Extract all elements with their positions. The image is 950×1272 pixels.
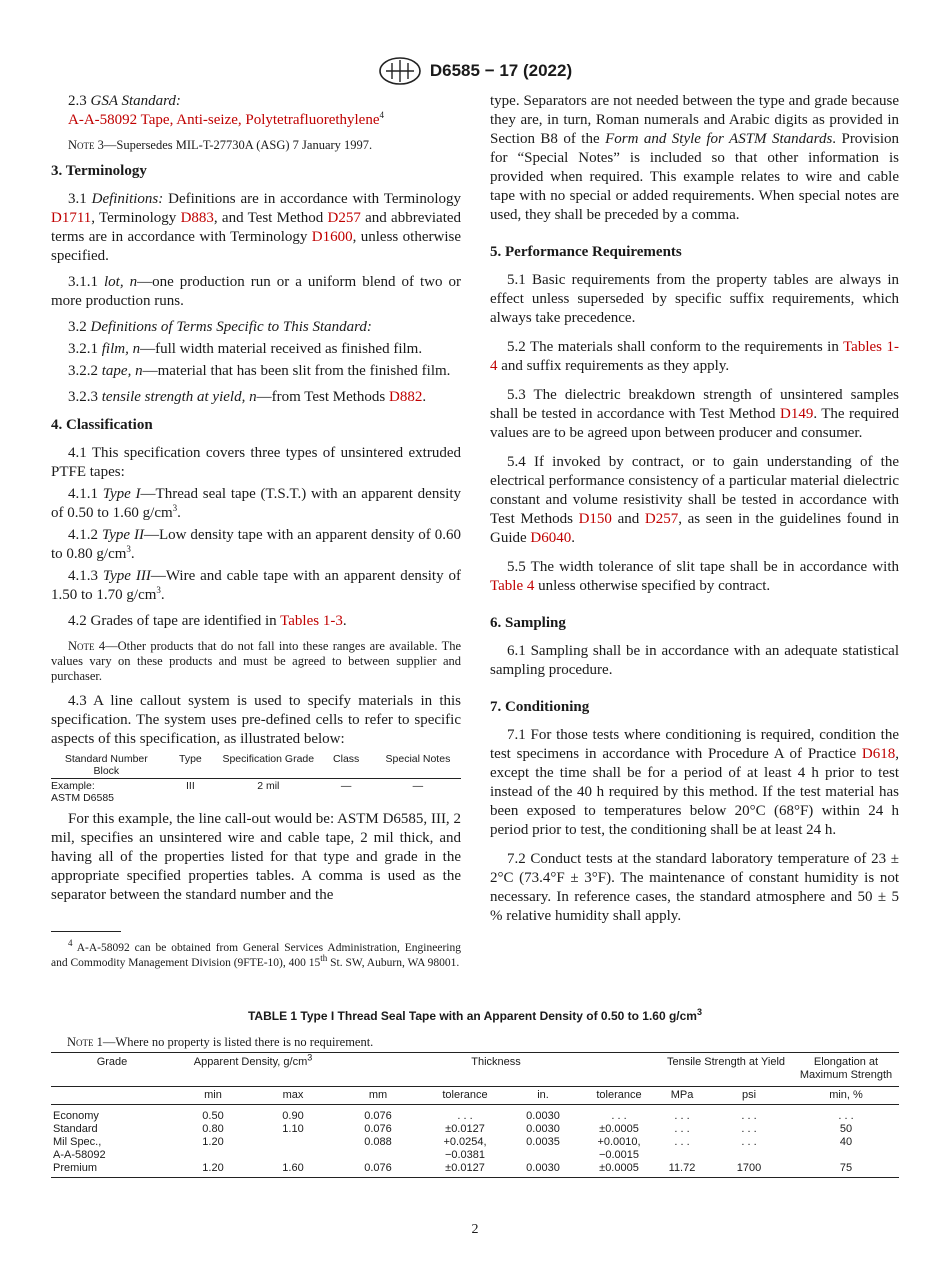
gsa-standard-ref: A-A-58092 Tape, Anti-seize, Polytetrafluorethylene$^4$ — [68, 110, 384, 128]
col-elongation: Elongation at Maximum Strength — [793, 1053, 899, 1087]
para-3-1: 3.1 Definitions: Definitions are in accordance with Terminology D1711, Terminology D883, and Test Method D257 and abbreviated terms are in accordance with Terminology D1600, unless otherwise specified. — [51, 191, 462, 264]
link-d1600[interactable]: D1600 — [311, 229, 353, 245]
para-7-2: 7.2 Conduct tests at the standard laboratory temperature of 23 ± 2°C (73.4°F ± 3°F). The maintenance of constant humidity is not necessary. In reference cases, the standard atmosphere and 50 ± 5 % relative humidity shall apply. — [490, 851, 899, 924]
table-row: Mil Spec., A-A-58092 1.20 0.088 +0.0254, −0.0381 0.0035 +0.0010, −0.0015 . . . . . . 40 — [53, 1136, 853, 1161]
para-4-3: 4.3 A line callout system is used to specify materials in this specification. The system uses pre-defined cells to refer to specific aspects of this specification, as illustrated below: — [51, 693, 461, 747]
link-d883[interactable]: D883 — [180, 210, 214, 226]
right-column — [490, 92, 899, 933]
page-number: 2 — [471, 1222, 479, 1237]
para-6-1: 6.1 Sampling shall be in accordance with an adequate statistical sampling procedure. — [490, 643, 899, 678]
para-4-1-1: 4.1.1 Type I—Thread seal tape (T.S.T.) with an apparent density of 0.50 to 1.60 $g/cm^3$. — [51, 486, 462, 521]
link-d149[interactable]: D149 — [779, 406, 814, 422]
col-thickness: Thickness — [333, 1053, 659, 1087]
footnote-4: $^4$ A-A-58092 can be obtained from General Services Administration, Engineering and Commodity Management Division (9FTE-10), 400 15th St. SW, Auburn, WA 98001. — [51, 938, 461, 969]
table-1-note: Note 1—Where no property is listed there is no requirement. — [67, 1035, 374, 1049]
link-a-a-58092[interactable]: A-A-58092 — [68, 112, 138, 128]
para-5-4: 5.4 If invoked by contract, or to gain understanding of the electrical performance consistency of a particular material dielectric constant and volume resistivity shall be tested in accordance with Test Methods D150 and D257, as seen in the guidelines found in Guide D6040. — [490, 454, 899, 546]
left-column — [51, 92, 461, 912]
para-callout-example: For this example, the line call-out would be: ASTM D6585, III, 2 mil, specifies an unsintered wire and cable tape, 2 mil thick, and having all of the properties listed for that type and grade in the appropriate specified properties tables. A comma is used as the separator between the standard number and the — [51, 811, 461, 903]
callout-table — [51, 753, 461, 804]
table-1 — [51, 1052, 899, 1178]
table-1-header-row — [51, 1053, 899, 1087]
para-5-2: 5.2 The materials shall conform to the requirements in Tables 1-4 and suffix requirements as they apply. — [490, 339, 899, 374]
link-d257-right[interactable]: D257 — [644, 511, 679, 527]
col-grade: Grade — [51, 1053, 173, 1087]
table-1-subheader-row: min max mm tolerance in. tolerance MPa psi min, % — [51, 1087, 899, 1105]
para-3-2-2: 3.2.2 tape, n—material that has been slit from the finished film. — [68, 363, 451, 379]
para-3-1-1: 3.1.1 lot, n—one production run or a uniform blend of two or more production runs. — [51, 274, 462, 309]
document-designation: D6585 − 17 (2022) — [429, 61, 573, 80]
col-density: Apparent Density, $g/cm^3$ — [173, 1053, 333, 1087]
astm-logo-icon — [378, 56, 422, 86]
para-4-1-3: 4.1.3 Type III—Wire and cable tape with an apparent density of 1.50 to 1.70 $g/cm^3$. — [51, 568, 462, 603]
footnote-rule — [51, 931, 121, 932]
para-4-1: 4.1 This specification covers three types of unsintered extruded PTFE tapes: — [51, 445, 461, 480]
table-row: Economy 0.50 0.90 0.076 . . . 0.0030 . . . . . . . . . . . . — [53, 1110, 854, 1122]
section-4-heading: 4. Classification — [51, 417, 153, 433]
para-3-2: 3.2 Definitions of Terms Specific to This Standard: — [68, 319, 372, 335]
section-3-heading: 3. Terminology — [51, 163, 147, 179]
link-table-4[interactable]: Table 4 — [490, 578, 535, 594]
table-row: Standard 0.80 1.10 0.076 ±0.0127 0.0030 ±0.0005 . . . . . . 50 — [53, 1123, 853, 1135]
para-callout-continued: type. Separators are not needed between the type and grade because they are, in turn, Roman numerals and Arabic digits as provided in Section B8 of the Form and Style for ASTM Standards. Provision for “Special Notes” is included so that other information is provided when required. This example relates to wire and cable tape with no special or added requirements. When special notes are used, they shall be preceded by a comma. — [490, 93, 899, 223]
section-2-3: 2.3 GSA Standard: — [68, 93, 181, 109]
link-d257[interactable]: D257 — [327, 210, 361, 226]
link-tables-1-3[interactable]: Tables 1-3 — [280, 613, 343, 629]
para-3-2-3: 3.2.3 tensile strength at yield, n—from Test Methods D882. — [68, 389, 427, 405]
link-d150[interactable]: D150 — [578, 511, 612, 527]
link-d882[interactable]: D882 — [389, 389, 423, 405]
para-5-1: 5.1 Basic requirements from the property tables are always in effect unless superseded by specific suffix requirements, which always take precedence. — [490, 272, 899, 326]
para-5-5: 5.5 The width tolerance of slit tape shall be in accordance with Table 4 unless otherwise specified by contract. — [490, 559, 899, 594]
callout-header-row: Standard Number Block Type Specification Grade Class Special Notes — [51, 753, 461, 779]
para-4-2: 4.2 Grades of tape are identified in Tables 1-3. — [68, 613, 347, 629]
section-7-heading: 7. Conditioning — [490, 699, 590, 715]
col-tensile: Tensile Strength at Yield — [659, 1053, 793, 1087]
link-tables-1-4[interactable]: Tables 1-4 — [490, 339, 899, 374]
page-header — [0, 56, 950, 86]
section-5-heading: 5. Performance Requirements — [490, 244, 682, 260]
note-4: Note 4—Other products that do not fall into these ranges are available. The values vary on these products and must be agreed to between supplier and purchaser. — [51, 639, 461, 683]
para-4-1-2: 4.1.2 Type II—Low density tape with an apparent density of 0.60 to 0.80 $g/cm^3$. — [51, 527, 461, 562]
para-3-2-1: 3.2.1 film, n—full width material received as finished film. — [68, 341, 423, 357]
table-1-title: TABLE 1 Type I Thread Seal Tape with an Apparent Density of 0.50 to 1.60 $g/cm^3$ — [247, 1007, 702, 1023]
link-d618[interactable]: D618 — [861, 746, 896, 762]
note-3: Note 3—Supersedes MIL-T-27730A (ASG) 7 January 1997. — [68, 138, 373, 152]
para-7-1: 7.1 For those tests where conditioning is required, condition the test specimens in accordance with Procedure A of Practice D618, except the time shall be for a period of at least 4 h prior to test instead of the 40 h required by this method. If the test material has been exposed to temperatures below 20°C (68°F) within 24 h period prior to test, the conditioning shall be at least 24 h. — [490, 727, 899, 838]
table-row: Premium 1.20 1.60 0.076 ±0.0127 0.0030 ±0.0005 11.72 1700 75 — [51, 1162, 899, 1178]
link-d6040[interactable]: D6040 — [530, 530, 572, 546]
callout-example-row: Example: ASTM D6585 III 2 mil — — — [51, 780, 424, 804]
link-d1711[interactable]: D1711 — [51, 210, 92, 226]
para-5-3: 5.3 The dielectric breakdown strength of unsintered samples shall be tested in accordance with Test Method D149. The required values are to be agreed upon between producer and consumer. — [490, 387, 899, 441]
section-6-heading: 6. Sampling — [490, 615, 566, 631]
